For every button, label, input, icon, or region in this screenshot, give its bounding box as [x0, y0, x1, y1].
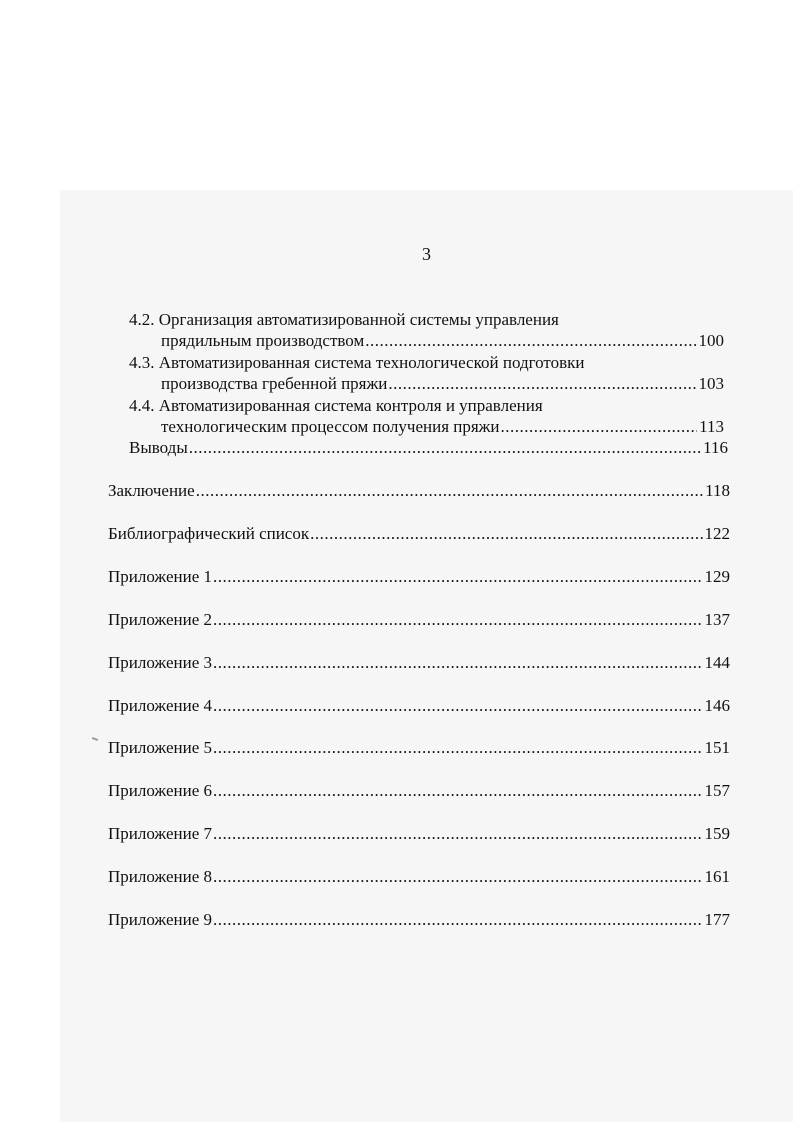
toc-page-number: 137 — [704, 610, 730, 629]
toc-sub-entry-4-2[interactable] — [161, 330, 724, 352]
toc-leader-dots — [388, 373, 696, 395]
toc-entry-label: Выводы — [129, 438, 188, 457]
toc-page-number: 161 — [704, 867, 730, 886]
toc-sub-entry-4-3[interactable] — [161, 373, 724, 395]
page-number: 3 — [422, 244, 431, 264]
toc-entry-bibliography[interactable] — [108, 523, 730, 545]
toc-page-number: 113 — [699, 417, 724, 436]
toc-sub-entry-label: производства гребенной пряжи — [161, 374, 388, 393]
toc-sub-entry-label: прядильным производством — [161, 331, 365, 350]
toc-entry-label: Приложение 3 — [108, 653, 212, 672]
toc-entry-label: Приложение 9 — [108, 910, 212, 929]
toc-sub-entry-4-2-line1: 4.2. Организация автоматизированной системы управления — [129, 310, 559, 329]
toc-sub-entry-4-4[interactable] — [161, 416, 724, 438]
toc-entry-appendix-3[interactable] — [108, 652, 730, 674]
toc-entry-label: Приложение 7 — [108, 824, 212, 843]
toc-entry-appendix-4[interactable] — [108, 695, 730, 717]
toc-page-number: 157 — [704, 781, 730, 800]
toc-entry-label: Приложение 1 — [108, 567, 212, 586]
toc-leader-dots — [213, 566, 703, 588]
toc-page-number: 103 — [698, 374, 724, 393]
toc-leader-dots — [213, 737, 703, 759]
toc-leader-dots — [213, 609, 703, 631]
toc-sub-entry-4-3-line1: 4.3. Автоматизированная система технологической подготовки — [129, 353, 585, 372]
toc-entry-label: Приложение 4 — [108, 696, 212, 715]
toc-leader-dots — [365, 330, 696, 352]
toc-page-number: 144 — [704, 653, 730, 672]
toc-page-number: 129 — [704, 567, 730, 586]
toc-entry-appendix-5[interactable] — [108, 737, 730, 759]
toc-leader-dots — [196, 480, 703, 502]
toc-page-number: 116 — [703, 438, 728, 457]
toc-leader-dots — [501, 416, 698, 438]
toc-entry-label: Приложение 5 — [108, 738, 212, 757]
toc-entry-appendix-2[interactable] — [108, 609, 730, 631]
toc-entry-appendix-9[interactable] — [108, 909, 730, 931]
toc-entry-label: Библиографический список — [108, 524, 310, 543]
toc-page-number: 122 — [704, 524, 730, 543]
toc-page-number: 100 — [698, 331, 724, 350]
toc-entry-appendix-6[interactable] — [108, 780, 730, 802]
toc-entry-appendix-7[interactable] — [108, 823, 730, 845]
toc-sub-entry-4-4-line1: 4.4. Автоматизированная система контроля и управления — [129, 396, 543, 415]
toc-leader-dots — [213, 780, 703, 802]
toc-leader-dots — [213, 909, 703, 931]
toc-leader-dots — [310, 523, 702, 545]
toc-conclusions[interactable] — [129, 437, 728, 459]
toc-leader-dots — [213, 652, 703, 674]
toc-leader-dots — [189, 437, 701, 459]
toc-entry-label: Приложение 2 — [108, 610, 212, 629]
toc-page-number: 146 — [704, 696, 730, 715]
toc-entry-appendix-8[interactable] — [108, 866, 730, 888]
toc-leader-dots — [213, 695, 703, 717]
toc-leader-dots — [213, 866, 703, 888]
toc-entry-label: Приложение 8 — [108, 867, 212, 886]
toc-entry-label: Приложение 6 — [108, 781, 212, 800]
toc-page-number: 118 — [705, 481, 730, 500]
toc-entry-label: Заключение — [108, 481, 195, 500]
toc-page-number: 159 — [704, 824, 730, 843]
toc-page-number: 151 — [704, 738, 730, 757]
toc-page-number: 177 — [704, 910, 730, 929]
toc-leader-dots — [213, 823, 703, 845]
toc-entry-zakluchenie[interactable] — [108, 480, 730, 502]
toc-entry-appendix-1[interactable] — [108, 566, 730, 588]
toc-sub-entry-label: технологическим процессом получения пряжи — [161, 417, 500, 436]
